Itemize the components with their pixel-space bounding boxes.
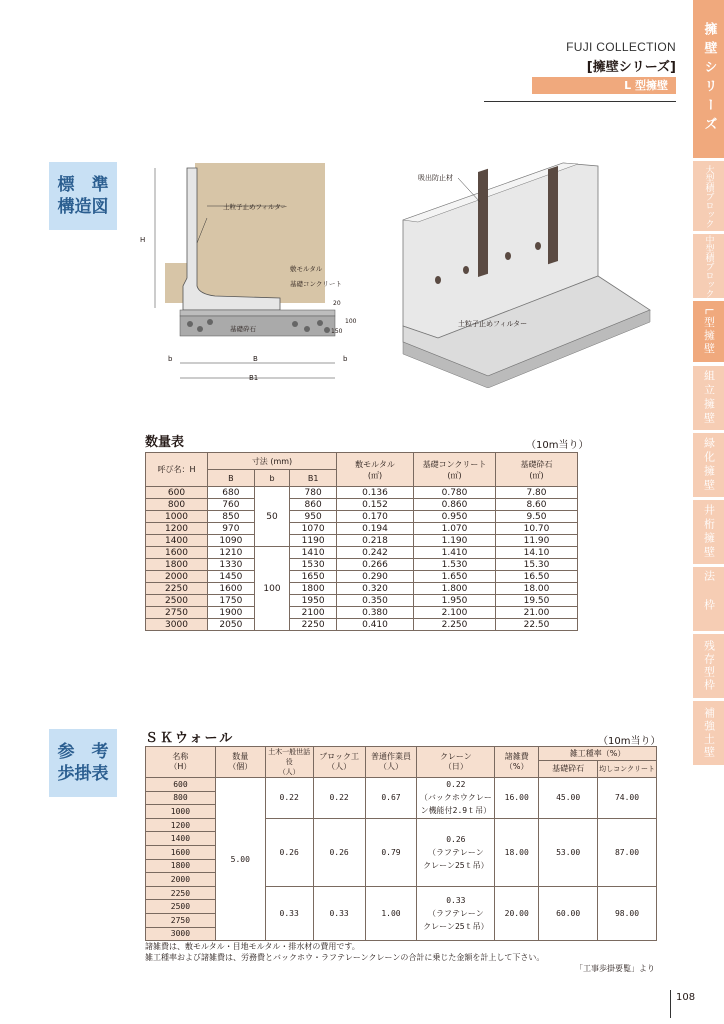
table-cell: 1950 xyxy=(290,595,337,607)
sk-wall-title: ＳＫウォール xyxy=(145,731,235,746)
table-cell: 2000 xyxy=(146,571,208,583)
table-cell: 18.00 xyxy=(495,818,539,886)
crane-text: 0.26 xyxy=(446,834,466,844)
table-cell: 0.152 xyxy=(337,499,414,511)
table-cell: 780 xyxy=(290,487,337,499)
col2-rate-concrete: 均しコンクリート xyxy=(598,761,657,778)
quantity-table-body xyxy=(146,487,578,631)
table-cell: 0.350 xyxy=(337,595,414,607)
table-cell: 2500 xyxy=(146,595,208,607)
label-b1: B1 xyxy=(249,374,259,382)
filter-strip-1 xyxy=(478,169,488,277)
table-cell: 7.80 xyxy=(496,487,578,499)
table-cell: 0.136 xyxy=(337,487,414,499)
table-cell: 0.26 xyxy=(265,818,313,886)
table-cell: 100 xyxy=(254,547,290,631)
side-tab-green[interactable]: 緑化擁壁 xyxy=(693,433,724,497)
table-cell: 0.410 xyxy=(337,619,414,631)
table-cell: 0.780 xyxy=(414,487,496,499)
isometric-view xyxy=(398,158,660,388)
table-cell: 1.800 xyxy=(414,583,496,595)
table-cell: 5.00 xyxy=(215,778,265,941)
table-cell: 50 xyxy=(254,487,290,547)
table-row xyxy=(146,619,578,631)
table-cell: 60.00 xyxy=(539,886,598,940)
table-cell: 1210 xyxy=(208,547,255,559)
table-cell: 0.67 xyxy=(365,778,417,819)
table-row xyxy=(146,778,657,792)
table-cell xyxy=(417,818,495,886)
table-cell: 10.70 xyxy=(496,523,578,535)
table-cell: 1.00 xyxy=(365,886,417,940)
side-tab-assembled[interactable]: 組立擁壁 xyxy=(693,366,724,430)
table-cell: 1070 xyxy=(290,523,337,535)
crane-text: クレーン25ｔ吊） xyxy=(423,860,489,870)
table-cell: 1410 xyxy=(290,547,337,559)
side-tab-crib[interactable]: 井桁擁壁 xyxy=(693,500,724,564)
note-source: 「工事歩掛要覧」より xyxy=(575,964,655,973)
table-cell: 600 xyxy=(146,487,208,499)
label-concrete: 基礎コンクリート xyxy=(290,280,342,288)
page-number: 108 xyxy=(676,992,696,1003)
col2-worker: 普通作業員 （人） xyxy=(365,747,417,778)
table-cell: 1.410 xyxy=(414,547,496,559)
col2-crane: クレーン （日） xyxy=(417,747,495,778)
table-cell: 1600 xyxy=(146,845,216,859)
table-cell: 9.50 xyxy=(496,511,578,523)
table-cell: 0.22 xyxy=(265,778,313,819)
table-cell: 1800 xyxy=(146,559,208,571)
table-cell: 1190 xyxy=(290,535,337,547)
table-cell: 0.194 xyxy=(337,523,414,535)
labor-table xyxy=(145,746,657,941)
table-cell: 1000 xyxy=(146,805,216,819)
table-cell: 950 xyxy=(290,511,337,523)
col-dims: 寸法 (mm) xyxy=(208,453,337,470)
table-row xyxy=(146,511,578,523)
table-cell: 0.33 xyxy=(313,886,365,940)
side-tab-frame[interactable]: 法枠 xyxy=(693,567,724,631)
table-row xyxy=(146,583,578,595)
table-cell: 2500 xyxy=(146,900,216,914)
crane-text: （ラフテレーン xyxy=(428,847,484,857)
table-cell: 0.380 xyxy=(337,607,414,619)
label-mortar: 敷モルタル xyxy=(290,265,323,273)
foundation-concrete xyxy=(180,310,335,316)
table-cell: 0.950 xyxy=(414,511,496,523)
table-cell: 680 xyxy=(208,487,255,499)
table-cell: 0.170 xyxy=(337,511,414,523)
label-20: 20 xyxy=(333,300,341,307)
table-cell: 1200 xyxy=(146,818,216,832)
table-cell: 970 xyxy=(208,523,255,535)
table-cell xyxy=(417,778,495,819)
table-cell: 1400 xyxy=(146,535,208,547)
table-cell: 2250 xyxy=(290,619,337,631)
label-filter-3d: 土粒子止めフィルター xyxy=(458,320,528,328)
table-cell: 2250 xyxy=(146,886,216,900)
col-name: 呼び名：H xyxy=(146,453,208,487)
table-cell: 19.50 xyxy=(496,595,578,607)
label-b-right: b xyxy=(343,355,348,363)
table-cell: 16.00 xyxy=(495,778,539,819)
label-h: H xyxy=(140,236,146,244)
table-row xyxy=(146,547,578,559)
table-cell: 1.190 xyxy=(414,535,496,547)
table-cell: 53.00 xyxy=(539,818,598,886)
table-cell: 1.530 xyxy=(414,559,496,571)
table-cell: 1.070 xyxy=(414,523,496,535)
table-cell: 1650 xyxy=(290,571,337,583)
header-divider xyxy=(484,101,676,102)
label-outflow: 吸出防止材 xyxy=(418,174,453,182)
table-cell: 0.26 xyxy=(313,818,365,886)
table-cell: 3000 xyxy=(146,619,208,631)
note-rate: 雑工種率および諸雑費は、労務費とバックホウ・ラフテレーンクレーンの合計に乗じた金額を計上して下さい。 xyxy=(145,953,545,962)
table-cell: 14.10 xyxy=(496,547,578,559)
col2-name: 名称 （H） xyxy=(146,747,216,778)
table-row xyxy=(146,595,578,607)
table-row xyxy=(146,559,578,571)
table-cell: 1330 xyxy=(208,559,255,571)
col-B: B xyxy=(208,470,255,487)
table-cell: 8.60 xyxy=(496,499,578,511)
table-cell: 1450 xyxy=(208,571,255,583)
side-index xyxy=(693,0,724,1024)
table-row xyxy=(146,499,578,511)
col-b: b xyxy=(254,470,290,487)
crane-text: ン機能付2.9ｔ吊） xyxy=(420,806,492,816)
col2-rate-gravel: 基礎砕石 xyxy=(539,761,598,778)
table-cell: 1.950 xyxy=(414,595,496,607)
crane-text: 0.22 xyxy=(446,780,466,790)
table-cell: 2750 xyxy=(146,913,216,927)
side-tab-medium-block[interactable]: 中型積ブロック xyxy=(693,234,724,298)
label-150: 150 xyxy=(331,328,343,335)
side-tab-series[interactable]: 擁壁シリーズ xyxy=(693,0,724,158)
page-number-divider xyxy=(670,990,671,1018)
quantity-table-title: 数量表 xyxy=(145,435,185,450)
table-cell: 21.00 xyxy=(496,607,578,619)
note-misc: 諸雑費は、敷モルタル・目地モルタル・排水材の費用です。 xyxy=(145,942,360,951)
table-cell: 800 xyxy=(146,791,216,805)
table-cell: 0.22 xyxy=(313,778,365,819)
label-100: 100 xyxy=(345,318,357,325)
crane-text: （バックホウクレー xyxy=(419,793,492,803)
table-cell: 2.250 xyxy=(414,619,496,631)
table-cell: 20.00 xyxy=(495,886,539,940)
section-structure-label: 標 準 構造図 xyxy=(49,162,117,230)
table-cell: 74.00 xyxy=(598,778,657,819)
table-cell: 16.50 xyxy=(496,571,578,583)
product-title: L 型擁壁 xyxy=(532,77,676,94)
cross-section-diagram xyxy=(135,158,365,388)
table-cell: 22.50 xyxy=(496,619,578,631)
table-row xyxy=(146,571,578,583)
table-cell: 0.218 xyxy=(337,535,414,547)
col2-qty: 数量 （個） xyxy=(215,747,265,778)
crane-text: 0.33 xyxy=(446,895,466,905)
table-cell: 45.00 xyxy=(539,778,598,819)
gravel-layer xyxy=(180,316,335,336)
col-concrete: 基礎コンクリート (㎥) xyxy=(414,453,496,487)
label-b-main: B xyxy=(253,355,258,363)
table-cell: 850 xyxy=(208,511,255,523)
col-mortar: 敷モルタル (㎡) xyxy=(337,453,414,487)
table-cell: 1800 xyxy=(146,859,216,873)
table-cell: 0.320 xyxy=(337,583,414,595)
table-row xyxy=(146,535,578,547)
quantity-table xyxy=(145,452,578,631)
col2-block: ブロック工 （人） xyxy=(313,747,365,778)
table-cell: 800 xyxy=(146,499,208,511)
brand-title: FUJI COLLECTION xyxy=(566,40,676,54)
labor-table-body xyxy=(146,778,657,941)
table-row xyxy=(146,487,578,499)
table-cell: 1530 xyxy=(290,559,337,571)
table-cell: 1400 xyxy=(146,832,216,846)
table-cell: 1090 xyxy=(208,535,255,547)
table-cell: 1200 xyxy=(146,523,208,535)
table-row xyxy=(146,523,578,535)
table-cell: 1000 xyxy=(146,511,208,523)
col2-civil: 土木一般世話役 （人） xyxy=(265,747,313,778)
table-cell: 11.90 xyxy=(496,535,578,547)
table-cell: 2750 xyxy=(146,607,208,619)
col-B1: B1 xyxy=(290,470,337,487)
table-cell: 0.266 xyxy=(337,559,414,571)
sk-wall-unit: （10m当り） xyxy=(598,736,661,747)
label-filter: 土粒子止めフィルター xyxy=(223,203,288,211)
table-cell: 1750 xyxy=(208,595,255,607)
table-cell: 2000 xyxy=(146,873,216,887)
filter-strip-2 xyxy=(548,166,558,264)
table-cell: 0.33 xyxy=(265,886,313,940)
label-b-left: b xyxy=(168,355,173,363)
table-cell: 3000 xyxy=(146,927,216,941)
table-cell: 1900 xyxy=(208,607,255,619)
crane-text: クレーン25ｔ吊） xyxy=(423,921,489,931)
table-cell: 2050 xyxy=(208,619,255,631)
table-cell: 15.30 xyxy=(496,559,578,571)
table-cell xyxy=(417,886,495,940)
side-tab-formwork[interactable]: 残存型枠 xyxy=(693,634,724,698)
table-cell: 1800 xyxy=(290,583,337,595)
table-cell: 0.242 xyxy=(337,547,414,559)
table-cell: 600 xyxy=(146,778,216,792)
table-cell: 0.290 xyxy=(337,571,414,583)
side-tab-reinforced[interactable]: 補強土壁 xyxy=(693,701,724,765)
col-gravel: 基礎砕石 (㎡) xyxy=(496,453,578,487)
table-cell: 1600 xyxy=(208,583,255,595)
table-cell: 1.650 xyxy=(414,571,496,583)
quantity-table-unit: （10m当り） xyxy=(526,440,589,451)
col2-rate: 雑工種率（%） xyxy=(539,747,657,761)
side-tab-large-block[interactable]: 大型積ブロック xyxy=(693,161,724,231)
table-cell: 98.00 xyxy=(598,886,657,940)
table-cell: 18.00 xyxy=(496,583,578,595)
table-cell: 2.100 xyxy=(414,607,496,619)
table-cell: 760 xyxy=(208,499,255,511)
label-gravel: 基礎砕石 xyxy=(230,325,256,333)
crane-text: （ラフテレーン xyxy=(428,908,484,918)
table-cell: 0.79 xyxy=(365,818,417,886)
col2-misc: 諸雑費 （%） xyxy=(495,747,539,778)
table-cell: 87.00 xyxy=(598,818,657,886)
table-cell: 2250 xyxy=(146,583,208,595)
table-cell: 860 xyxy=(290,499,337,511)
table-cell: 0.860 xyxy=(414,499,496,511)
table-cell: 2100 xyxy=(290,607,337,619)
section-labor-label: 参 考 歩掛表 xyxy=(49,729,117,797)
table-row xyxy=(146,607,578,619)
series-title: [擁壁シリーズ] xyxy=(586,60,676,75)
table-cell: 1600 xyxy=(146,547,208,559)
side-tab-l-wall[interactable]: L型擁壁 xyxy=(693,301,724,362)
